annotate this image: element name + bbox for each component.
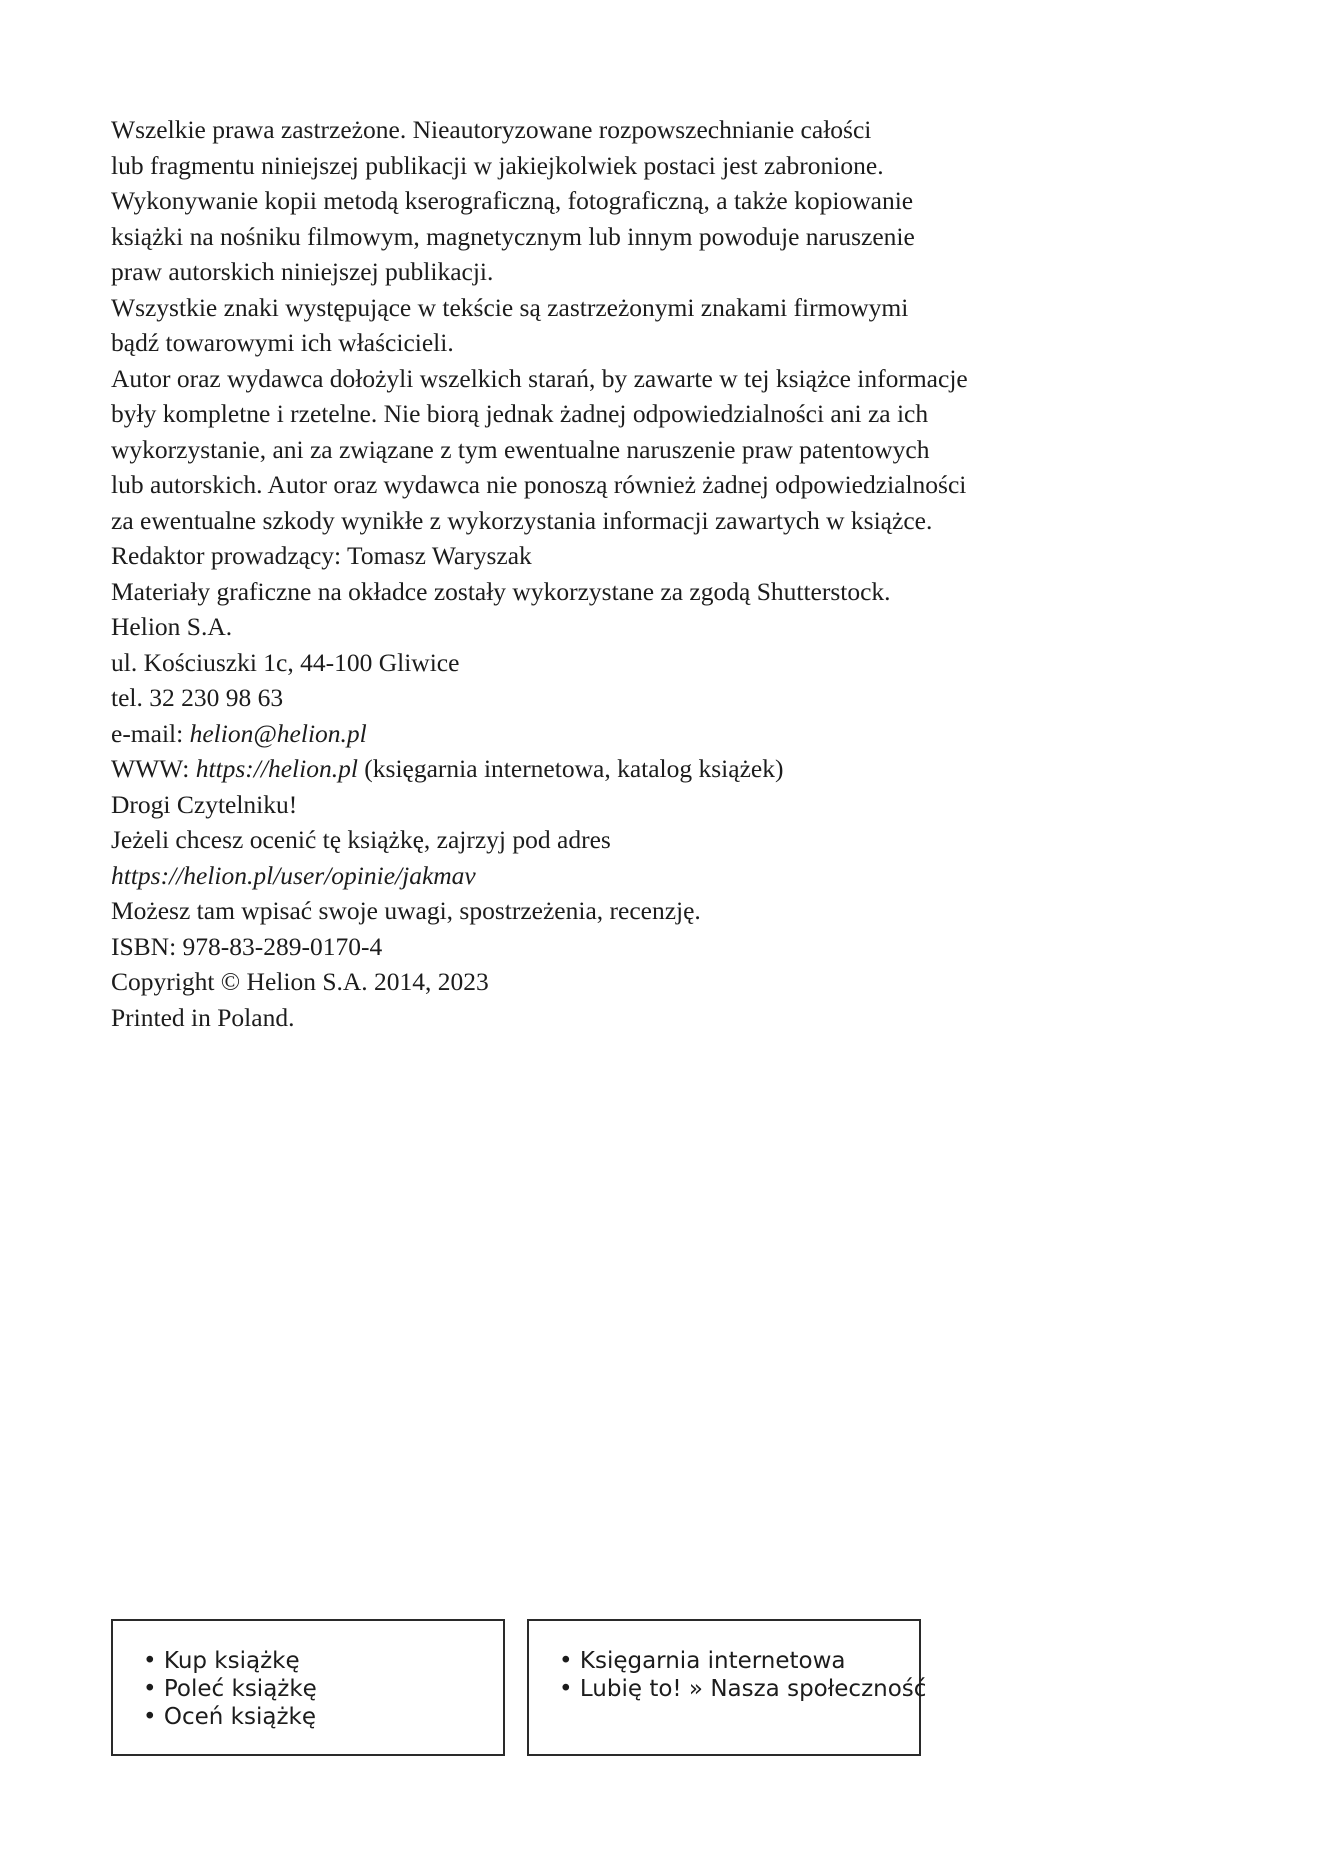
- trademarks-line: Wszystkie znaki występujące w tekście są zastrzeżonymi znakami firmowymi: [111, 292, 909, 322]
- rights-line: lub fragmentu niniejszej publikacji w jakiejkolwiek postaci jest zabronione.: [111, 150, 884, 180]
- rights-line: książki na nośniku filmowym, magnetycznym lub innym powoduje naruszenie: [111, 221, 915, 251]
- editor-line: Redaktor prowadzący: Tomasz Waryszak: [111, 541, 532, 570]
- reader-greeting: Drogi Czytelniku!: [111, 789, 298, 819]
- isbn-line: ISBN: 978-83-289-0170-4: [111, 931, 383, 961]
- rights-line: Wykonywanie kopii metodą kserograficzną, fotograficzną, a także kopiowanie: [111, 186, 914, 215]
- publisher-address: ul. Kościuszki 1c, 44-100 Gliwice: [111, 647, 460, 677]
- rights-paragraph: [111, 112, 1211, 290]
- review-url-link[interactable]: https://helion.pl/user/opinie/jakmav: [111, 860, 476, 890]
- email-link[interactable]: helion@helion.pl: [189, 718, 367, 748]
- printed-line: Printed in Poland.: [111, 1002, 295, 1032]
- imprint-page-text: [111, 112, 1211, 1035]
- disclaimer-line: lub autorskich. Autor oraz wydawca nie ponoszą również żadnej odpowiedzialności: [111, 470, 967, 499]
- publisher-phone: tel. 32 230 98 63: [111, 683, 284, 712]
- www-link[interactable]: https://helion.pl: [195, 754, 358, 783]
- graphics-credit: Materiały graficzne na okładce zostały wykorzystane za zgodą Shutterstock.: [111, 576, 891, 606]
- reader-prompt: Jeżeli chcesz ocenić tę książkę, zajrzyj pod adres: [111, 825, 611, 854]
- trademarks-paragraph: [111, 290, 1211, 361]
- publisher-email-row: [111, 716, 1211, 752]
- disclaimer-line: były kompletne i rzetelne. Nie biorą jednak żadnej odpowiedzialności ani za ich: [111, 399, 929, 428]
- reader-instructions: Możesz tam wpisać swoje uwagi, spostrzeżenia, recenzję.: [111, 896, 701, 925]
- rate-book-link[interactable]: • Oceń książkę: [143, 1704, 316, 1730]
- reader-note: [111, 787, 1211, 929]
- disclaimer-line: Autor oraz wydawca dołożyli wszelkich starań, by zawarte w tej książce informacje: [111, 363, 968, 393]
- rights-line: Wszelkie prawa zastrzeżone. Nieautoryzowane rozpowszechnianie całości: [111, 115, 872, 144]
- disclaimer-paragraph: [111, 361, 1211, 539]
- publisher-name: Helion S.A.: [111, 612, 233, 641]
- store-links-box: [527, 1619, 927, 1756]
- rights-line: praw autorskich niniejszej publikacji.: [111, 257, 494, 286]
- publisher-info: [111, 609, 1211, 787]
- disclaimer-line: za ewentualne szkody wynikłe z wykorzystania informacji zawartych w książce.: [111, 505, 933, 535]
- community-link[interactable]: • Lubię to! » Nasza społeczność: [559, 1676, 927, 1702]
- publisher-www-row: [111, 751, 1211, 787]
- www-note: (księgarnia internetowa, katalog książek): [357, 754, 784, 783]
- email-label: e-mail:: [111, 718, 190, 748]
- recommend-book-link[interactable]: • Poleć książkę: [143, 1676, 317, 1702]
- book-actions-box: [111, 1619, 505, 1756]
- buy-book-link[interactable]: • Kup książkę: [143, 1648, 300, 1674]
- trademarks-line: bądź towarowymi ich właścicieli.: [111, 328, 454, 357]
- copyright-line: Copyright © Helion S.A. 2014, 2023: [111, 967, 489, 996]
- disclaimer-line: wykorzystanie, ani za związane z tym ewentualne naruszenie praw patentowych: [111, 434, 930, 464]
- www-label: WWW:: [111, 754, 196, 783]
- online-bookstore-link[interactable]: • Księgarnia internetowa: [559, 1648, 846, 1674]
